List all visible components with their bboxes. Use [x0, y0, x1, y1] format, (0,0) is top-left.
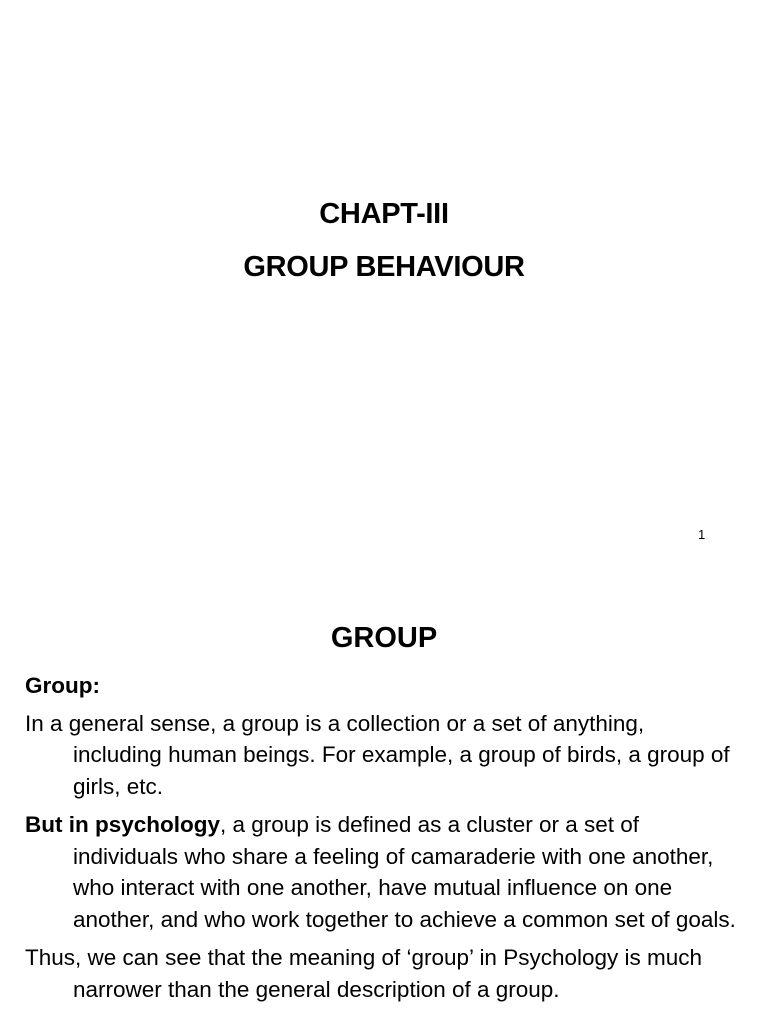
definition-label: Group: [25, 673, 100, 698]
content-slide [0, 576, 768, 1024]
chapter-title: GROUP BEHAVIOUR [243, 251, 525, 283]
chapter-number: CHAPT-III [319, 198, 449, 230]
paragraph-psychology-definition [25, 809, 737, 935]
paragraph-psychology-text: , a group is defined as a cluster or a set of individuals who share a feeling of camaraderie with one another, who interact with one another, have mutual influence on one another, and who work together to achieve a common set of goals. [73, 812, 736, 932]
slide-body [25, 670, 737, 1012]
paragraph-conclusion: Thus, we can see that the meaning of ‘group’ in Psychology is much narrower than the general description of a group. [25, 945, 703, 1002]
page-number: 1 [698, 527, 706, 542]
slide-heading: GROUP [330, 622, 438, 654]
paragraph-general-sense: In a general sense, a group is a collection or a set of anything, including human beings. For example, a group of birds, a group of girls, etc. [25, 710, 730, 799]
paragraph-lead-bold: But in psychology [25, 812, 221, 837]
